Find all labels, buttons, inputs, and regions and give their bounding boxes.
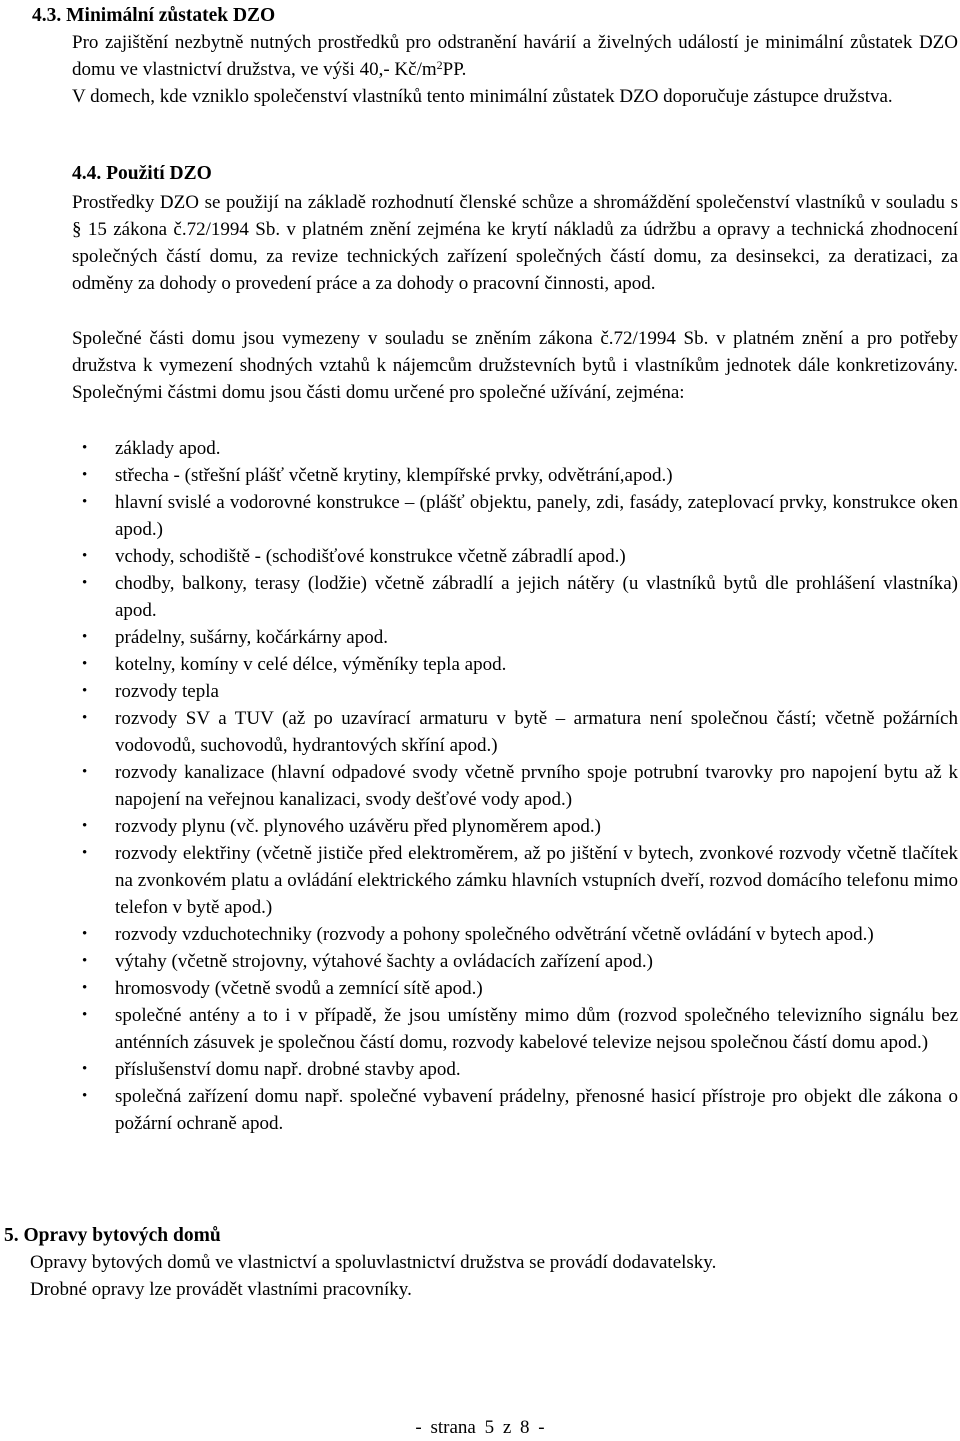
list-item: • rozvody vzduchotechniky (rozvody a pohony společného odvětrání včetně ovládání v bytech apod.) [72,921,958,948]
list-item: • příslušenství domu např. drobné stavby apod. [72,1056,958,1083]
section-5-title: 5. Opravy bytových domů [4,1225,221,1246]
list-item: • vchody, schodiště - (schodišťové konstrukce včetně zábradlí apod.) [72,543,958,570]
section-4-3-paragraph-1-text: Pro zajištění nezbytně nutných prostředků pro odstranění havárií a živelných událostí je minimální zůstatek DZO domu ve vlastnictví družstva, ve výši 40,- Kč/m [72,32,958,80]
list-item: • kotelny, komíny v celé délce, výměníky tepla apod. [72,651,958,678]
list-item: • společná zařízení domu např. společné vybavení prádelny, přenosné hasicí přístroje pro objekt dle zákona o požární ochraně apod. [72,1083,958,1137]
list-item: • výtahy (včetně strojovny, výtahové šachty a ovládacích zařízení apod.) [72,948,958,975]
page-number-footer: - strana 5 z 8 - [415,1417,545,1438]
list-item: • rozvody kanalizace (hlavní odpadové svody včetně prvního spoje potrubní tvarovky pro napojení bytu až k napojení na veřejnou kanalizaci, svody dešťové vody apod.) [72,759,958,813]
list-item: • rozvody plynu (vč. plynového uzávěru před plynoměrem apod.) [72,813,958,840]
list-item: • rozvody elektřiny (včetně jističe před elektroměrem, až po jištění v bytech, zvonkové rozvody včetně tlačítek na zvonkovém platu a ovládání elektrického zámku hlavních vstupních dveří, rozvod domácího telefonu mimo telefon v bytě apod.) [72,840,958,921]
list-item: • hlavní svislé a vodorovné konstrukce – (plášť objektu, panely, zdi, fasády, zateplovací prvky, konstrukce oken apod.) [72,489,958,543]
list-item: • prádelny, sušárny, kočárkárny apod. [72,624,958,651]
list-item: • základy apod. [72,435,958,462]
section-5-paragraph-1: Opravy bytových domů ve vlastnictví a spoluvlastnictví družstva se provádí dodavatelsky. [30,1252,717,1273]
list-item: • střecha - (střešní plášť včetně krytiny, klempířské prvky, odvětrání,apod.) [72,462,958,489]
section-4-4-paragraph-2: Společné části domu jsou vymezeny v souladu se zněním zákona č.72/1994 Sb. v platném znění a pro potřeby družstva k vymezení shodných vztahů k nájemcům družstevních bytů i vlastníkům jednotek dále konkretizovány. Společnými částmi domu jsou části domu určené pro společné užívání, zejména: [72,328,958,403]
section-5-paragraph-2: Drobné opravy lze provádět vlastními pracovníky. [30,1279,412,1300]
section-4-4-paragraph-1: Prostředky DZO se použijí na základě rozhodnutí členské schůze a shromáždění společenství vlastníků v souladu s § 15 zákona č.72/1994 Sb. v platném znění zejména ke krytí nákladů za údržbu a opravy a technická zhodnocení společných částí domu, za revize technických zařízení společných částí domu, za desinsekci, za deratizaci, za odměny za dohody o provedení práce a za dohody o pracovní činnosti, apod. [72,192,958,294]
section-4-3-paragraph-1 [72,29,958,83]
section-4-3-title: 4.3. Minimální zůstatek DZO [32,5,276,26]
section-4-3-paragraph-2: V domech, kde vzniklo společenství vlastníků tento minimální zůstatek DZO doporučuje zástupce družstva. [72,86,893,107]
list-item: • rozvody tepla [72,678,958,705]
common-parts-list [72,435,958,1137]
list-item: • chodby, balkony, terasy (lodžie) včetně zábradlí a jejich nátěry (u vlastníků bytů dle prohlášení vlastníka) apod. [72,570,958,624]
list-item: • společné antény a to i v případě, že jsou umístěny mimo dům (rozvod společného televizního signálu bez anténních zásuvek je společnou částí domu, rozvody kabelové televize nejsou společnou částí domu apod.) [72,1002,958,1056]
superscript-2: 2 [436,58,443,72]
list-item: • rozvody SV a TUV (až po uzavírací armaturu v bytě – armatura není společnou částí; včetně požárních vodovodů, suchovodů, hydrantových skříní apod.) [72,705,958,759]
section-4-3-paragraph-1-tail: PP. [442,59,467,80]
section-4-4-title: 4.4. Použití DZO [72,163,212,184]
list-item: • hromosvody (včetně svodů a zemnící sítě apod.) [72,975,958,1002]
